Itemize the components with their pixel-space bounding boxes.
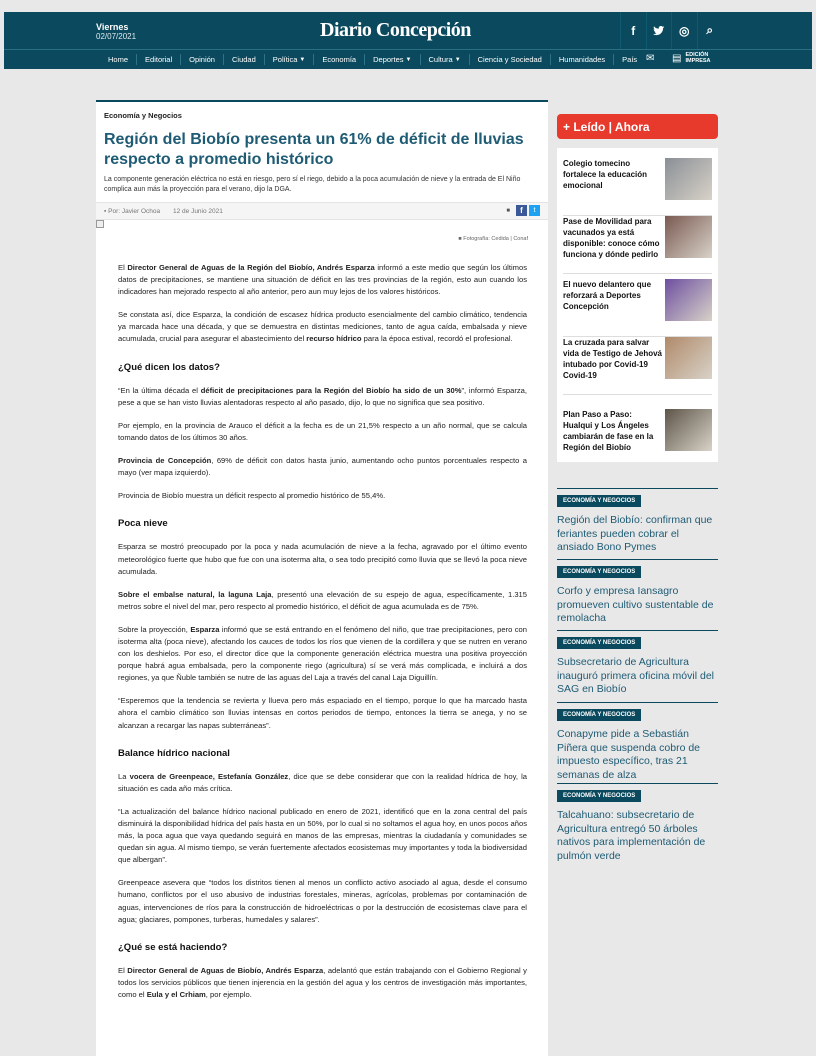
nav-item-cultura[interactable] (420, 54, 469, 65)
instagram-icon[interactable]: ◎ (671, 12, 697, 49)
most-read-item[interactable] (563, 279, 712, 331)
nav-item-economía[interactable] (313, 54, 364, 65)
text-run: Por ejemplo, en la provincia de Arauco el déficit a la fecha es de un 21,5% respecto a un año normal, que se calcula tomando datos de los últimos 30 años. (118, 420, 527, 442)
divider (563, 394, 712, 395)
weekday: Viernes (96, 22, 129, 32)
most-read-title[interactable]: El nuevo delantero que reforzará a Deportes Concepción (563, 280, 652, 311)
chevron-down-icon: ▼ (454, 56, 461, 63)
article-paragraph (118, 806, 527, 866)
most-read-thumbnail[interactable] (665, 409, 712, 451)
divider (563, 273, 712, 274)
text-run: , presentó una elevación de su espejo de agua, específicamente, 1.315 metros sobre el nivel del mar, pero respecto al promedio histórico, el déficit de agua acumulada es de 75%. (118, 589, 527, 611)
category-news-title[interactable]: Talcahuano: subsecretario de Agricultura entregó 50 árboles nativos para implementación de pulmón verde (557, 809, 706, 862)
article-paragraph (118, 771, 527, 795)
divider (557, 559, 718, 560)
nav-item-label: Economía (322, 55, 357, 64)
nav-item-opinión[interactable] (180, 54, 223, 65)
nav-item-deportes[interactable] (364, 54, 419, 65)
nav-item-label: Opinión (189, 55, 215, 64)
author-name: Por: Javier Ochoa (108, 208, 161, 215)
category-news-title[interactable]: Conapyme pide a Sebastián Piñera que suspenda cobro de impuesto específico, tras 21 semanas de alza (557, 728, 701, 781)
category-tag[interactable]: ECONOMÍA Y NEGOCIOS (557, 495, 641, 507)
nav-item-label: País (622, 55, 638, 64)
most-read-title[interactable]: Colegio tomecino fortalece la educación emocional (563, 159, 648, 190)
article-paragraph (118, 455, 527, 479)
article-paragraph (118, 262, 527, 298)
divider (557, 488, 718, 489)
header-date (96, 22, 136, 42)
text-run: El (118, 263, 128, 272)
most-read-thumbnail[interactable] (665, 216, 712, 258)
text-run: para la época estival, recordó el profesional. (361, 334, 513, 344)
text-run: , adelantó que están trabajando con el Gobierno Regional y todos los servicios públicos que tienen injerencia en la gestión del agua y los centros de investigación más importantes, como el (118, 965, 527, 1000)
article-paragraph (118, 695, 527, 731)
category-tag[interactable]: ECONOMÍA Y NEGOCIOS (557, 566, 641, 578)
divider (557, 783, 718, 784)
nav-item-label: Política (272, 55, 298, 64)
article-subheading: Poca nieve (118, 518, 168, 530)
nav-item-ciudad[interactable] (223, 54, 264, 65)
facebook-icon[interactable]: f (620, 12, 646, 49)
nav-item-label: Ciudad (231, 55, 256, 64)
category-news-item (557, 702, 718, 782)
nav-item-humanidades[interactable] (550, 54, 613, 65)
article-paragraph (118, 877, 527, 925)
bold-text: vocera de Greenpeace, Estefanía González (129, 771, 289, 781)
edicion-impresa-link[interactable] (672, 52, 711, 64)
chat-icon[interactable]: ✉ (646, 53, 655, 64)
text-run: , 69% de déficit con datos hasta junio, aumentando ocho puntos porcentuales respecto a mayo (ver mapa izquierdo). (118, 456, 527, 478)
text-run: Sobre la proyección, (118, 624, 191, 634)
nav-item-país[interactable] (613, 54, 645, 65)
twitter-icon[interactable] (646, 12, 672, 49)
text-run: ”, informó Esparza, pese a que se han visto lluvias alentadoras respecto al año pasado, dijo, lo que no significa que sea positivo. (118, 385, 528, 407)
newspaper-icon: ▤ (672, 52, 682, 64)
article (96, 100, 548, 1056)
nav-item-label: Cultura (428, 55, 453, 64)
most-read-title[interactable]: Pase de Movilidad para vacunados ya está disponible: conoce cómo funciona y dónde pedirlo (563, 217, 660, 259)
main-nav (100, 52, 645, 67)
edicion-line1: EDICIÓN (685, 52, 709, 58)
author: ▪ Por: Javier Ochoa (104, 208, 161, 215)
bold-text: Eula y el Crhiam (146, 990, 206, 1000)
share-buttons (506, 205, 540, 216)
article-paragraph (118, 624, 527, 684)
nav-item-editorial[interactable] (136, 54, 180, 65)
text-run: La (118, 771, 130, 781)
text-run: “En la última década el (118, 385, 201, 395)
text-run: informó que se está entrando en el fenómeno del niño, que trae precipitaciones, pero con isoterma alta (poca nieve), afectando los cauces de todos los ríos que vienen de la cordillera y que se nutren en verano con los deshielos. Por eso, el director dice que la componente generación eléctrica muestra una positiva proyección porque habrá agua embalsada, pero la componente riego (agricultura) sí se verá más complicada, e incluirá a dos regiones, ya que Ñuble también se nutre de las aguas del Laja a través del canal Laja Diguillín. (118, 624, 527, 683)
search-icon[interactable]: ⌕ (697, 12, 723, 49)
article-subheading: ¿Qué se está haciendo? (118, 941, 228, 953)
nav-item-home[interactable] (100, 54, 136, 65)
article-paragraph (118, 589, 527, 613)
category-news-title[interactable]: Corfo y empresa Iansagro promueven cultivo sustentable de remolacha (557, 585, 714, 624)
nav-item-política[interactable] (264, 54, 314, 65)
most-read-title[interactable]: Plan Paso a Paso: Hualqui y Los Ángeles cambiarán de fase en la Región del Biobío (563, 410, 654, 452)
text-run: “Esperemos que la tendencia se revierta y llueva pero más espaciado en el tiempo, porque lo que ha marcado hasta ahora el cambio climático son lluvias intensas en cortos periodos de tiempo, entonces la tierra se anega, y no se alcanzan a recargar las napas subterráneas”. (118, 696, 527, 730)
article-headline: Región del Biobío presenta un 61% de déficit de lluvias respecto a promedio histórico (104, 131, 524, 168)
nav-item-label: Home (108, 55, 129, 64)
bold-text: recurso hídrico (306, 334, 362, 344)
publish-date: 12 de Junio 2021 (173, 208, 223, 215)
nav-item-label: Humanidades (558, 55, 606, 64)
most-read-thumbnail[interactable] (665, 158, 712, 200)
article-paragraph (118, 385, 527, 409)
site-header (4, 12, 812, 69)
text-run: Greenpeace asevera que “todos los distritos tienen al menos un conflicto activo asociado al agua, desde el consumo humano, conflictos por el uso abusivo de industrias forestales, mineras, agrícolas, problemas por contaminación de aguas, intervenciones de ríos para la construcción de hidroeléctricas o por la destrucción de ecosistemas clave para el agua; glaciares, pompones, turberas, humedales y salares”. (118, 878, 527, 924)
category-news-item (557, 783, 718, 863)
article-subheading: ¿Qué dicen los datos? (118, 361, 220, 373)
text-run: Provincia de Biobío muestra un déficit respecto al promedio histórico de 55,4%. (118, 491, 386, 501)
most-read-thumbnail[interactable] (665, 279, 712, 321)
article-body (118, 262, 527, 1012)
nav-item-ciencia-y-sociedad[interactable] (469, 54, 550, 65)
bold-text: déficit de precipitaciones para la Región del Biobío ha sido de un 30% (200, 385, 462, 395)
category-news-item (557, 559, 718, 626)
most-read-list (557, 148, 718, 462)
text-run: , por ejemplo. (205, 990, 252, 1000)
edicion-line2: IMPRESA (685, 58, 711, 65)
most-read-title[interactable]: La cruzada para salvar vida de Testigo de Jehová intubado por Covid-19 Covid-19 (563, 338, 662, 380)
site-logo[interactable]: Diario Concepción (320, 19, 471, 41)
photo-credit-text: Fotografía: Cedida | Conaf (463, 236, 528, 242)
category-tag[interactable]: ECONOMÍA Y NEGOCIOS (557, 790, 641, 802)
nav-item-label: Ciencia y Sociedad (477, 55, 542, 64)
section-label[interactable]: Economía y Negocios (104, 111, 182, 120)
text-run: informó a este medio que según los últimos datos de precipitaciones, se mantiene una situación de déficit en las tres provincias de la región, esto aun cuando los indicadores han mejorado respecto al año anterior, pero aun muy lejos de los valores históricos. (118, 263, 527, 297)
twitter-share-icon[interactable]: t (529, 205, 540, 216)
article-paragraph (118, 420, 527, 444)
category-news-title[interactable]: Región del Biobío: confirman que feriantes pueden cobrar el ansiado Bono Pymes (557, 514, 713, 553)
article-paragraph (118, 309, 527, 345)
most-read-item[interactable] (563, 337, 712, 389)
bold-text: Esparza (190, 624, 220, 634)
article-lead: La componente generación eléctrica no está en riesgo, pero sí el riego, debido a la poca acumulación de nieve y la entrada de El Niño complica aun más la proyección para el verano, dijo la DGA. (104, 176, 521, 193)
text-run: “La actualización del balance hídrico nacional publicado en enero de 2021, identificó que en la zona central del país disminuirá la disponibilidad hídrica del país hasta en un 50%, por lo cual si no soltamos el agua hoy, en unos pocos años más, la poca agua que vaya quedando seguirá en manos de las empresas, mientras la ciudadanía y comunidades se quedan sin agua. Al mismo tiempo, se verán fuertemente afectados ecosistemas muy importantes y toda la biodiversidad que albergan”. (118, 806, 527, 865)
most-read-thumbnail[interactable] (665, 337, 712, 379)
photo-credit: ■ Fotografía: Cedida | Conaf (458, 236, 528, 242)
article-subheading: Balance hídrico nacional (118, 747, 230, 759)
category-tag[interactable]: ECONOMÍA Y NEGOCIOS (557, 709, 641, 721)
nav-item-label: Editorial (145, 55, 173, 64)
category-tag[interactable]: ECONOMÍA Y NEGOCIOS (557, 637, 641, 649)
article-paragraph (118, 965, 527, 1001)
article-image-placeholder (96, 220, 104, 228)
nav-item-label: Deportes (373, 55, 404, 64)
facebook-share-icon[interactable]: f (516, 205, 527, 216)
social-bar (620, 12, 722, 49)
chevron-down-icon: ▼ (299, 56, 306, 63)
category-news-item (557, 630, 718, 697)
bold-text: Director General de Aguas de la Región del Biobío, Andrés Esparza (127, 263, 375, 272)
most-read-header[interactable]: + Leído | Ahora (557, 114, 718, 139)
text-run: El (118, 965, 128, 975)
date-text: 02/07/2021 (96, 32, 137, 42)
bold-text: Provincia de Concepción (118, 456, 212, 466)
bold-text: Sobre el embalse natural, la laguna Laja (118, 589, 272, 599)
chevron-down-icon: ▼ (405, 56, 412, 63)
most-read-item[interactable] (563, 409, 712, 461)
divider (557, 630, 718, 631)
most-read-item[interactable] (563, 158, 712, 210)
most-read-item[interactable] (563, 216, 712, 268)
article-paragraph (118, 490, 527, 502)
category-news-title[interactable]: Subsecretario de Agricultura inauguró primera oficina móvil del SAG en Biobío (557, 656, 714, 695)
text-run: Se constata así, dice Esparza, la condición de escasez hídrica producto esencialmente del cambio climático, tendencia ya marcada hace una década, y que se demuestra en distintas mediciones, tanto de agua caída, embalsada y nieve acumulada, crucial para asegurar el abastecimiento del (118, 310, 527, 344)
text-run: , dice que se debe considerar que con la realidad hídrica de hoy, la situación es cada año más crítica. (118, 771, 527, 793)
bold-text: Director General de Aguas de Biobío, Andrés Esparza (127, 965, 324, 975)
article-paragraph (118, 541, 527, 577)
text-run: Esparza se mostró preocupado por la poca y nada acumulación de nieve a la fecha, agravado por el último evento meteorológico fuerte que hubo que fue con una isoterma alta, o sea todo precipitó como lluvia que se llevó la poca nieve acumulada. (118, 542, 527, 576)
divider (557, 702, 718, 703)
share-bullet: ■ (506, 207, 510, 214)
header-divider (4, 49, 812, 50)
category-news-item (557, 488, 718, 555)
article-meta (96, 202, 548, 220)
